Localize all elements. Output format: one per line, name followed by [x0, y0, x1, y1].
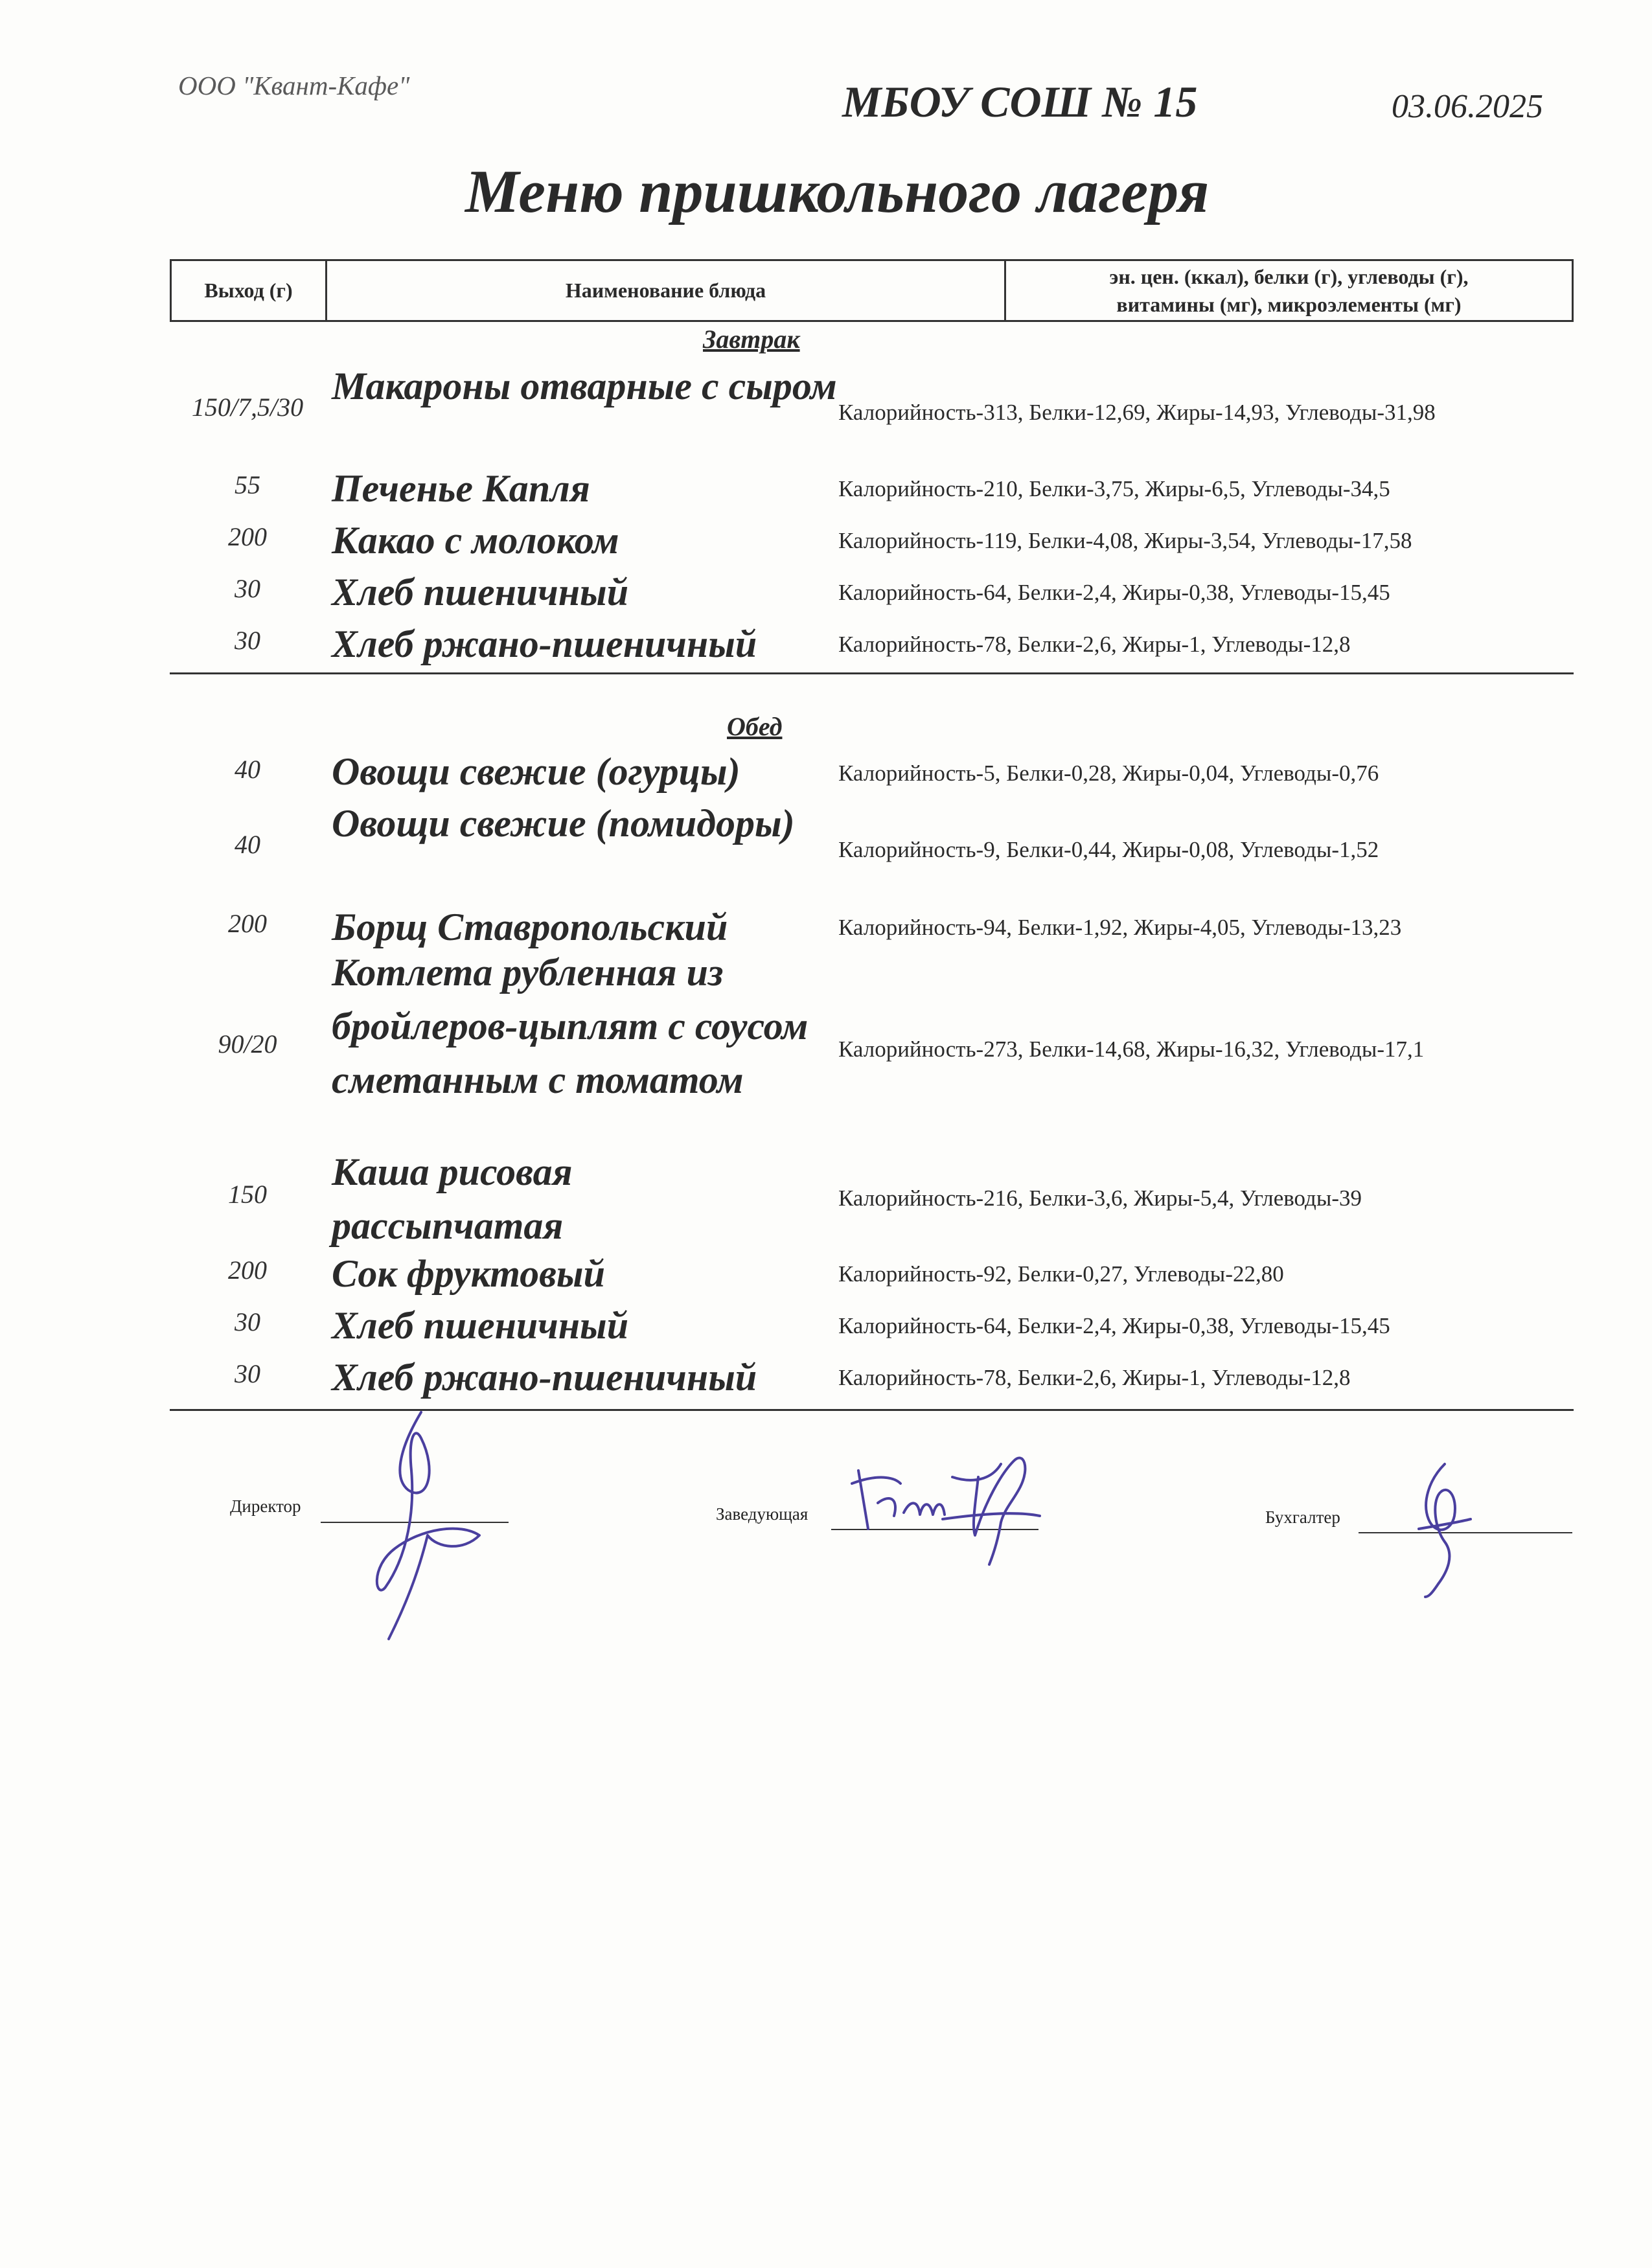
row-qty: 40: [235, 755, 260, 784]
row-qty: 200: [228, 1255, 267, 1285]
col-header-nutrition-line2: витамины (мг), микроэлементы (мг): [1116, 292, 1462, 316]
row-dish: Макароны отварные с сыром: [332, 365, 837, 407]
row-nutrition: Калорийность-94, Белки-1,92, Жиры-4,05, Углеводы-13,23: [838, 915, 1402, 940]
row-nutrition: Калорийность-78, Белки-2,6, Жиры-1, Углеводы-12,8: [838, 1365, 1351, 1390]
section-title-breakfast: Завтрак: [703, 325, 800, 354]
row-nutrition: Калорийность-216, Белки-3,6, Жиры-5,4, Углеводы-39: [838, 1186, 1362, 1211]
row-nutrition: Калорийность-313, Белки-12,69, Жиры-14,93, Углеводы-31,98: [838, 400, 1436, 425]
row-dish: Печенье Капля: [332, 467, 590, 510]
row-qty: 30: [235, 1359, 260, 1388]
row-dish: Хлеб пшеничный: [332, 571, 629, 613]
col-header-nutrition: [1006, 261, 1572, 320]
row-nutrition: Калорийность-5, Белки-0,28, Жиры-0,04, Углеводы-0,76: [838, 761, 1379, 786]
col-header-dish: Наименование блюда: [327, 261, 1006, 320]
section-title-lunch: Обед: [727, 712, 783, 741]
row-dish: Хлеб ржано-пшеничный: [332, 623, 757, 665]
row-nutrition: Калорийность-64, Белки-2,4, Жиры-0,38, Углеводы-15,45: [838, 580, 1390, 605]
section-divider: [170, 672, 1574, 674]
head-label: Заведующая: [716, 1504, 809, 1524]
head-signature: [839, 1438, 1053, 1574]
row-dish: Хлеб пшеничный: [332, 1304, 629, 1347]
row-nutrition: Калорийность-9, Белки-0,44, Жиры-0,08, Углеводы-1,52: [838, 837, 1379, 862]
row-nutrition: Калорийность-273, Белки-14,68, Жиры-16,32, Углеводы-17,1: [838, 1037, 1425, 1062]
row-dish: Хлеб ржано-пшеничный: [332, 1356, 757, 1399]
accountant-label: Бухгалтер: [1265, 1507, 1340, 1527]
menu-date: 03.06.2025: [1392, 88, 1543, 125]
row-dish: Сок фруктовый: [332, 1252, 605, 1295]
row-dish: Какао с молоком: [332, 519, 619, 562]
row-qty: 40: [235, 830, 260, 859]
school-name: МБОУ СОШ № 15: [842, 77, 1198, 126]
row-dish: Борщ Ставропольский: [332, 906, 728, 948]
director-label: Директор: [230, 1496, 301, 1516]
row-nutrition: Калорийность-119, Белки-4,08, Жиры-3,54, Углеводы-17,58: [838, 528, 1412, 553]
row-qty: 30: [235, 626, 260, 655]
row-dish: Овощи свежие (огурцы): [332, 750, 740, 793]
row-dish: Овощи свежие (помидоры): [332, 802, 795, 845]
row-nutrition: Калорийность-210, Белки-3,75, Жиры-6,5, Углеводы-34,5: [838, 476, 1390, 501]
row-dish: Котлета рубленная из бройлеров-цыплят с соусом сметанным с томатом: [332, 951, 809, 1101]
row-nutrition: Калорийность-64, Белки-2,4, Жиры-0,38, Углеводы-15,45: [838, 1313, 1390, 1338]
accountant-signature: [1393, 1458, 1484, 1600]
row-qty: 55: [235, 470, 260, 499]
row-dish: Каша рисовая рассыпчатая: [332, 1151, 573, 1247]
row-qty: 200: [228, 909, 267, 938]
row-qty: 150/7,5/30: [191, 393, 304, 422]
row-qty: 150: [228, 1180, 267, 1209]
row-qty: 30: [235, 1307, 260, 1336]
page-title: Меню пришкольного лагеря: [465, 158, 1210, 225]
row-nutrition: Калорийность-92, Белки-0,27, Углеводы-22,80: [838, 1261, 1284, 1287]
row-qty: 90/20: [218, 1029, 277, 1059]
col-header-qty: Выход (г): [172, 261, 327, 320]
col-header-nutrition-line1: эн. цен. (ккал), белки (г), углеводы (г),: [1109, 265, 1469, 289]
row-nutrition: Калорийность-78, Белки-2,6, Жиры-1, Углеводы-12,8: [838, 632, 1351, 657]
org-name: ООО "Квант-Кафе": [178, 71, 410, 100]
table-header: [170, 259, 1574, 322]
row-qty: 200: [228, 522, 267, 551]
row-qty: 30: [235, 574, 260, 603]
director-signature: [324, 1399, 518, 1645]
